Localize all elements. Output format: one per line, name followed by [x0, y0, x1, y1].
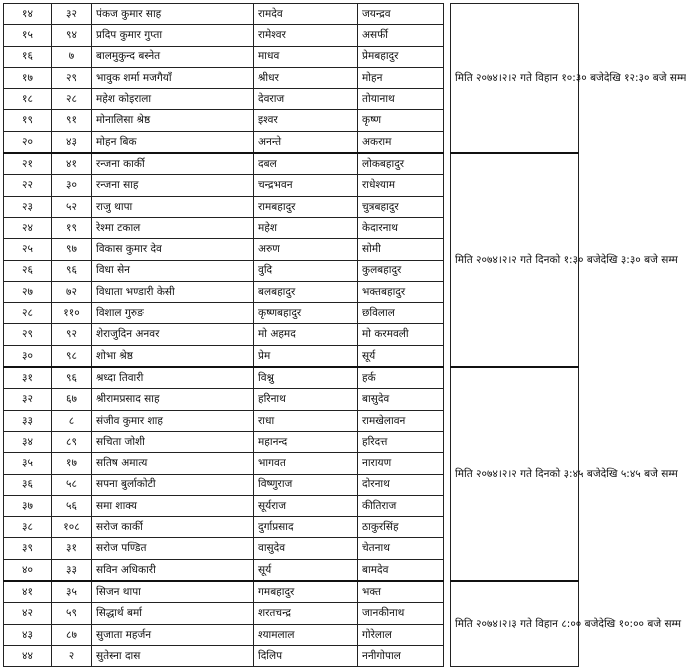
serial-number-cell: १७ [4, 67, 52, 88]
roll-number-cell: ३२ [52, 4, 92, 25]
father-name-cell: शरतचन्द्र [254, 603, 358, 624]
father-name-cell: विश्नु [254, 367, 358, 389]
grandfather-name-cell: हर्क [358, 367, 444, 389]
candidate-name-cell: समा शाक्य [92, 495, 254, 516]
serial-number-cell: २४ [4, 217, 52, 238]
candidate-name-cell: विधाता भण्डारी केसी [92, 281, 254, 302]
grandfather-name-cell: लोकबहादुर [358, 153, 444, 175]
table-row [4, 367, 579, 389]
father-name-cell: दबल [254, 153, 358, 175]
schedule-time-cell: मिति २०७४।२।२ गते विहान १०:३० बजेदेखि १२:३० बजे सम्म [451, 4, 579, 154]
serial-number-cell: २५ [4, 239, 52, 260]
father-name-cell: अरुण [254, 239, 358, 260]
serial-number-cell: १५ [4, 25, 52, 46]
serial-number-cell: २८ [4, 303, 52, 324]
roll-number-cell: ९२ [52, 324, 92, 345]
candidate-name-cell: प्रदिप कुमार गुप्ता [92, 25, 254, 46]
grandfather-name-cell: गोरेलाल [358, 624, 444, 645]
grandfather-name-cell: सूर्य [358, 345, 444, 367]
schedule-time-cell: मिति २०७४।२।३ गते विहान ८:०० बजेदेखि १०:०० बजे सम्म [451, 581, 579, 667]
serial-number-cell: २६ [4, 260, 52, 281]
serial-number-cell: ३१ [4, 367, 52, 389]
father-name-cell: श्यामलाल [254, 624, 358, 645]
father-name-cell: वासुदेव [254, 538, 358, 559]
roll-number-cell: १०८ [52, 517, 92, 538]
father-name-cell: महानन्द [254, 431, 358, 452]
father-name-cell: महेश [254, 217, 358, 238]
candidate-name-cell: रन्जना साह [92, 175, 254, 196]
table-row [4, 581, 579, 603]
grandfather-name-cell: कृष्ण [358, 110, 444, 131]
candidate-name-cell: रन्जना कार्की [92, 153, 254, 175]
father-name-cell: सूर्यराज [254, 495, 358, 516]
roll-number-cell: ३१ [52, 538, 92, 559]
serial-number-cell: ४१ [4, 581, 52, 603]
grandfather-name-cell: कुलबहादुर [358, 260, 444, 281]
roll-number-cell: ९१ [52, 110, 92, 131]
roll-number-cell: ५९ [52, 603, 92, 624]
serial-number-cell: २१ [4, 153, 52, 175]
serial-number-cell: १९ [4, 110, 52, 131]
candidate-name-cell: विकास कुमार देव [92, 239, 254, 260]
candidate-name-cell: शेराजुदिन अनवर [92, 324, 254, 345]
candidate-name-cell: विधा सेन [92, 260, 254, 281]
candidate-name-cell: सपना बुर्लाकोटी [92, 474, 254, 495]
roll-number-cell: ५२ [52, 196, 92, 217]
candidate-name-cell: सतिष अमात्य [92, 453, 254, 474]
schedule-table [3, 3, 686, 667]
candidate-name-cell: बालमुकुन्द बस्नेत [92, 46, 254, 67]
serial-number-cell: २२ [4, 175, 52, 196]
roll-number-cell: ७ [52, 46, 92, 67]
column-gap [444, 4, 451, 154]
serial-number-cell: १८ [4, 89, 52, 110]
roll-number-cell: ३० [52, 175, 92, 196]
father-name-cell: अनन्ते [254, 131, 358, 153]
grandfather-name-cell: केदारनाथ [358, 217, 444, 238]
candidate-name-cell: मोहन बिक [92, 131, 254, 153]
candidate-name-cell: सिजन थापा [92, 581, 254, 603]
candidate-name-cell: रेश्मा टकाल [92, 217, 254, 238]
candidate-name-cell: विशाल गुरुङ [92, 303, 254, 324]
father-name-cell: वुदि [254, 260, 358, 281]
serial-number-cell: ३४ [4, 431, 52, 452]
roll-number-cell: २८ [52, 89, 92, 110]
roll-number-cell: ८ [52, 410, 92, 431]
schedule-table-body [4, 4, 686, 667]
serial-number-cell: ३० [4, 345, 52, 367]
serial-number-cell: ३५ [4, 453, 52, 474]
grandfather-name-cell: भक्त [358, 581, 444, 603]
father-name-cell: भागवत [254, 453, 358, 474]
father-name-cell: मो अहमद [254, 324, 358, 345]
table-row [4, 4, 579, 25]
grandfather-name-cell: राधेश्याम [358, 175, 444, 196]
roll-number-cell: ९४ [52, 25, 92, 46]
grandfather-name-cell: ठाकुरसिंह [358, 517, 444, 538]
roll-number-cell: ४१ [52, 153, 92, 175]
grandfather-name-cell: दोरनाथ [358, 474, 444, 495]
schedule-time-cell: मिति २०७४।२।२ गते दिनको ३:४५ बजेदेखि ५:४५ बजे सम्म [451, 367, 579, 581]
grandfather-name-cell: बासुदेव [358, 389, 444, 410]
roll-number-cell: ८७ [52, 624, 92, 645]
father-name-cell: विष्णुराज [254, 474, 358, 495]
grandfather-name-cell: चेतनाथ [358, 538, 444, 559]
serial-number-cell: ३६ [4, 474, 52, 495]
roll-number-cell: १९ [52, 217, 92, 238]
father-name-cell: रामबहादुर [254, 196, 358, 217]
roll-number-cell: ३५ [52, 581, 92, 603]
grandfather-name-cell: हरिदत्त [358, 431, 444, 452]
father-name-cell: चन्द्रभवन [254, 175, 358, 196]
roll-number-cell: ११० [52, 303, 92, 324]
roll-number-cell: ४३ [52, 131, 92, 153]
serial-number-cell: ४० [4, 559, 52, 581]
grandfather-name-cell: भक्तबहादुर [358, 281, 444, 302]
serial-number-cell: १४ [4, 4, 52, 25]
candidate-name-cell: सिद्धार्थ बर्मा [92, 603, 254, 624]
father-name-cell: गमबहादुर [254, 581, 358, 603]
schedule-time-cell: मिति २०७४।२।२ गते दिनको १:३० बजेदेखि ३:३० बजे सम्म [451, 153, 579, 367]
candidate-name-cell: श्रीरामप्रसाद साह [92, 389, 254, 410]
roll-number-cell: ५६ [52, 495, 92, 516]
candidate-name-cell: संजीव कुमार शाह [92, 410, 254, 431]
grandfather-name-cell: सोमी [358, 239, 444, 260]
serial-number-cell: ४२ [4, 603, 52, 624]
column-gap [444, 367, 451, 581]
roll-number-cell: ५८ [52, 474, 92, 495]
grandfather-name-cell: ननीगोपाल [358, 645, 444, 666]
father-name-cell: रामदेव [254, 4, 358, 25]
roll-number-cell: ८९ [52, 431, 92, 452]
grandfather-name-cell: जयन्द्रव [358, 4, 444, 25]
candidate-name-cell: सुतेस्ना दास [92, 645, 254, 666]
father-name-cell: कृष्णबहादुर [254, 303, 358, 324]
roll-number-cell: २ [52, 645, 92, 666]
candidate-name-cell: भावुक शर्मा मजगैयाँ [92, 67, 254, 88]
grandfather-name-cell: अकराम [358, 131, 444, 153]
grandfather-name-cell: असर्फी [358, 25, 444, 46]
column-gap [444, 153, 451, 367]
candidate-name-cell: सविन अधिकारी [92, 559, 254, 581]
father-name-cell: सूर्य [254, 559, 358, 581]
serial-number-cell: ४३ [4, 624, 52, 645]
serial-number-cell: ३९ [4, 538, 52, 559]
candidate-name-cell: पंकज कुमार साह [92, 4, 254, 25]
grandfather-name-cell: जानकीनाथ [358, 603, 444, 624]
roll-number-cell: ६७ [52, 389, 92, 410]
grandfather-name-cell: नारायण [358, 453, 444, 474]
candidate-name-cell: सरोज कार्की [92, 517, 254, 538]
candidate-name-cell: श्रध्दा तिवारी [92, 367, 254, 389]
serial-number-cell: १६ [4, 46, 52, 67]
serial-number-cell: ३७ [4, 495, 52, 516]
candidate-name-cell: सुजाता महर्जन [92, 624, 254, 645]
grandfather-name-cell: छविलाल [358, 303, 444, 324]
father-name-cell: हरिनाथ [254, 389, 358, 410]
roll-number-cell: ७२ [52, 281, 92, 302]
roll-number-cell: ३३ [52, 559, 92, 581]
father-name-cell: इश्वर [254, 110, 358, 131]
father-name-cell: माधव [254, 46, 358, 67]
grandfather-name-cell: कीतिराज [358, 495, 444, 516]
serial-number-cell: ३८ [4, 517, 52, 538]
roll-number-cell: ९८ [52, 345, 92, 367]
candidate-name-cell: महेश कोइराला [92, 89, 254, 110]
father-name-cell: देवराज [254, 89, 358, 110]
candidate-name-cell: राजु थापा [92, 196, 254, 217]
serial-number-cell: २७ [4, 281, 52, 302]
father-name-cell: दुर्गाप्रसाद [254, 517, 358, 538]
column-gap [444, 581, 451, 667]
roll-number-cell: ९७ [52, 239, 92, 260]
father-name-cell: प्रेम [254, 345, 358, 367]
serial-number-cell: ३३ [4, 410, 52, 431]
roll-number-cell: ९६ [52, 260, 92, 281]
father-name-cell: श्रीधर [254, 67, 358, 88]
father-name-cell: राधा [254, 410, 358, 431]
father-name-cell: बलबहादुर [254, 281, 358, 302]
candidate-name-cell: सचिता जोशी [92, 431, 254, 452]
father-name-cell: दिलिप [254, 645, 358, 666]
serial-number-cell: २३ [4, 196, 52, 217]
grandfather-name-cell: मो करमवली [358, 324, 444, 345]
grandfather-name-cell: बामदेव [358, 559, 444, 581]
grandfather-name-cell: चुत्रबहादुर [358, 196, 444, 217]
grandfather-name-cell: प्रेमबहादुर [358, 46, 444, 67]
serial-number-cell: २० [4, 131, 52, 153]
father-name-cell: रामेश्वर [254, 25, 358, 46]
grandfather-name-cell: रामखेलावन [358, 410, 444, 431]
serial-number-cell: ४४ [4, 645, 52, 666]
candidate-name-cell: सरोज पण्डित [92, 538, 254, 559]
roll-number-cell: ९६ [52, 367, 92, 389]
serial-number-cell: ३२ [4, 389, 52, 410]
grandfather-name-cell: तोयानाथ [358, 89, 444, 110]
roll-number-cell: २९ [52, 67, 92, 88]
candidate-name-cell: शोभा श्रेष्ठ [92, 345, 254, 367]
serial-number-cell: २९ [4, 324, 52, 345]
table-row [4, 153, 579, 175]
roll-number-cell: १७ [52, 453, 92, 474]
grandfather-name-cell: मोहन [358, 67, 444, 88]
candidate-name-cell: मोनालिसा श्रेष्ठ [92, 110, 254, 131]
